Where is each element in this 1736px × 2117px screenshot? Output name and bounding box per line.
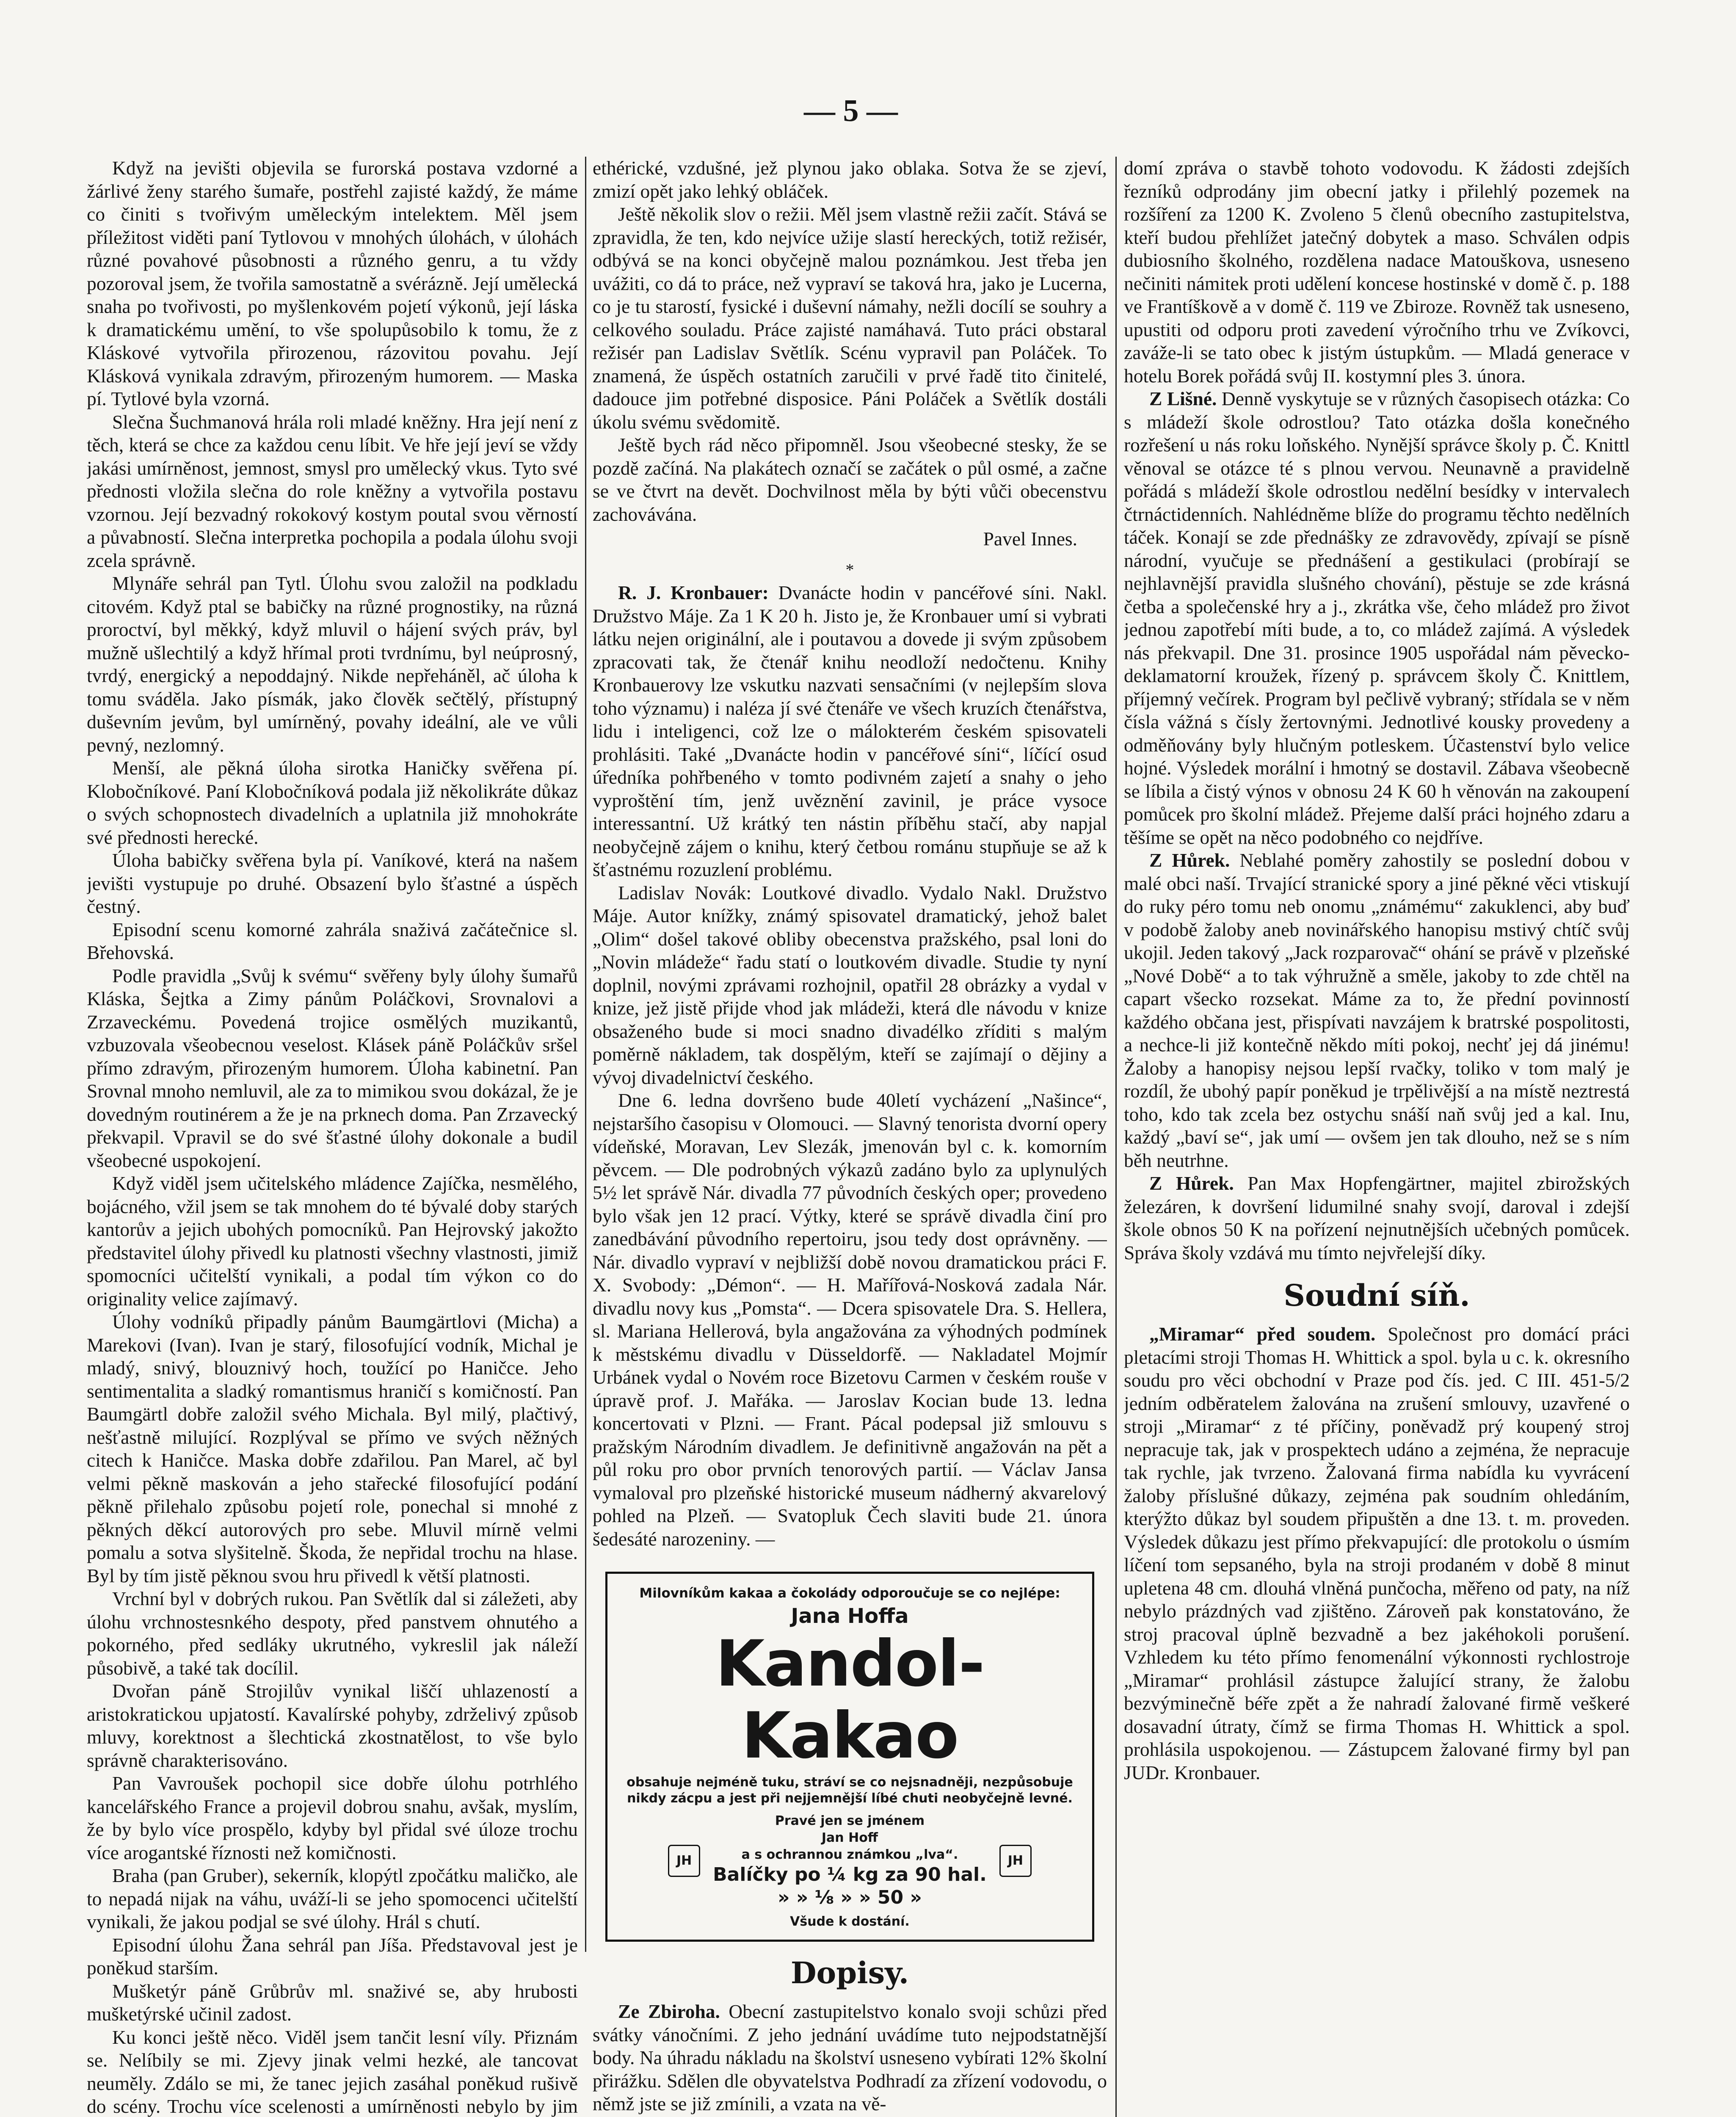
letter-paragraph: [1124, 849, 1630, 1172]
section-title-letters: Dopisy.: [790, 1955, 909, 1990]
review-text: Dvanácte hodin v pancéřové síni. Nakl. Družstvo Máje. Za 1 K 20 h. Jisto je, že Kronbauer umí si vybrati látku nejen originální, ale i poutavou a dovede ji svým způsobem zpracovati tak, že čtenář knihu neodloží nedočtenu. Knihy Kronbauerovy lze vskutku nazvati sensačními (v nejlepším slova toho významu) i naléza jí své čtenáře ve všech kruzích čtenářstva, lidu i inteligenci, což lze o málokterém českém spisovateli prohlásiti. Také „Dvanácte hodin v pancéřové síni“, líčící osud úředníka pohřbeného v tomto podivném zajetí a snahy o jeho vyproštění tím, jenž uvěznění zavinil, je práce vysoce interessantní. Už krátký ten nástin příběhu stačí, aby napjal neobyčejně zájem o knihu, který četbou románu stupňuje se až k šťastnému rozuzlení problému.: [593, 582, 1107, 880]
column-1: [87, 157, 578, 2117]
letter-paragraph: [1124, 387, 1630, 849]
separator-star: *: [845, 560, 854, 579]
ad-maker: Jana Hoffa: [791, 1604, 909, 1628]
article-paragraph: Když na jevišti objevila se furorská postava vzdorné a žárlivé ženy starého šumaře, postřehl zajisté každý, že máme co činiti s tvořivým uměleckým intelektem. Měl jsem příležitost viděti paní Tytlovou v mnohých úlohách, v úlohách různé povahové působnosti a různého genru, a tu vždy pozoroval jsem, že tvořila samostatně a svérázně. Její umělecká snaha po tvořivosti, po myšlenkovém pojetí výkonů, její láska k dramatickému umění, to vše spolupůsobilo k tomu, že z Kláskové vytvořila přirozenou, rázovitou povahu. Její Klásková vynikala zdravým, přirozeným humorem. — Maska pí. Tytlové byla vzorná.: [87, 157, 578, 409]
column-3: [1124, 157, 1630, 2117]
article-paragraph: Když viděl jsem učitelského mládence Zajíčka, nesmělého, bojácného, vžil jsem se tak mnohem do té bývalé doby starých kantorův a jejich ubohých pomocníků. Pan Hejrovský jakožto představitel úlohy přivedl ku platnosti všechny vlastnosti, jimiž spomocníci učitelští vynikali, a podal tím výkon co do originality velice zajímavý.: [87, 1172, 578, 1310]
book-review: Ladislav Novák: Loutkové divadlo. Vydalo Nakl. Družstvo Máje. Autor knížky, známý spisovatel dramatický, jehož balet „Olim“ došel takové obliby obecenstva pražského, psal loni do „Novin mládeže“ řadu statí o loutkovém divadle. Studie ty nyní doplnil, novými zprávami rozhojnil, opatřil 28 obrázky a vydal v knize, jež jistě přijde vhod jak mládeži, která dle návodu v knize obsaženého bude si moci snadno divadélko zříditi s malým poměrně nákladem, tak dospělým, kteří se zajímají o dějiny a vývoj divadelnictví českého.: [593, 882, 1107, 1088]
ad-genuine-row: [614, 1813, 1085, 1909]
ad-footer: Všude k dostání.: [790, 1914, 910, 1929]
author-signature: Pavel Innes.: [983, 528, 1077, 550]
letter-heading: Z Lišné.: [1149, 388, 1217, 409]
column-divider: [585, 157, 586, 1952]
column-divider: [1115, 157, 1117, 2117]
page-number: — 5 —: [804, 94, 898, 128]
article-paragraph: Dvořan páně Strojilův vynikal liščí uhlazeností a aristokratickou upjatostí. Kavalírské pohyby, zdrželivý způsob mluvy, korektnost a šlechtická zkostnatělost, to vše bylo správně charakterisováno.: [87, 1680, 578, 1771]
section-title-court: Soudní síň.: [1283, 1278, 1470, 1313]
article-paragraph: ethérické, vzdušné, jež plynou jako oblaka. Sotva že se zjeví, zmizí opět jako lehký obláček.: [593, 157, 1107, 202]
article-paragraph: Episodní scenu komorné zahrála snaživá začátečnice sl. Břehovská.: [87, 918, 578, 963]
article-paragraph: Episodní úlohu Žana sehrál pan Jíša. Představoval jest je poněkud starším.: [87, 1934, 578, 1979]
letter-text: Neblahé poměry zahostily se poslední dobou v malé obci naší. Trvající stranické spory a jiné pěkné věci vtiskují do ruky péro tomu neb onomu „známému“ zakuklenci, aby buď v podobě žaloby aneb novinářského hanopisu mstivý chtíč svůj ukojil. Jeden takový „Jack rozparovač“ ohání se právě v plzeňské „Nové Době“ a to tak výhružně a směle, jakoby to zde chtěl na capart všecko rozsekat. Máme za to, že přední povinností každého občana jest, přispívati navzájem k bratrské pospolitosti, a nechce-li již kontečně někdo míti pokoj, nechť jej dá jinému! Žaloby a hanopisy nejsou lepší rvačky, toliko v tom malý je rozdíl, že ubohý papír poněkud je trpělivější a na místě neztrestá toho, kdo tak zcela bez ostychu snáší naň svůj jed a kal. Inu, každý „baví se“, jak umí — ovšem jen tak dlouho, než se s ním běh neutrhne.: [1124, 849, 1630, 1171]
trademark-stamp-icon: JH: [999, 1845, 1032, 1877]
ad-price: » » ⅛ » » 50 »: [778, 1887, 922, 1908]
court-heading: „Miramar“ před soudem.: [1149, 1323, 1376, 1345]
letter-heading: Z Hůrek.: [1149, 849, 1230, 871]
ad-brand-logo: Kandol-Kakao: [715, 1627, 984, 1773]
ad-description: obsahuje nejméně tuku, stráví se co nejsnadněji, nezpůsobuje nikdy zácpu a jest při nejjemnější líbé chuti neobyčejně levné.: [627, 1775, 1073, 1806]
column-2: [593, 157, 1107, 2117]
letter-text: Pan Max Hopfengärtner, majitel zbirožských železáren, k dovršení lidumilné snahy svojí, daroval i zdejší škole obnos 50 K na pořízení nejnutnějších učebných pomůcek. Správa školy vzdává mu tímto nejvřelejší díky.: [1124, 1172, 1630, 1263]
book-review: [593, 581, 1107, 882]
article-paragraph: Slečna Šuchmanová hrála roli mladé kněžny. Hra její není z těch, která se chce za každou cenu líbit. Ve hře její jeví se vždy jakási umírněnost, jemnost, smysl pro umělecký vkus. Tyto své přednosti vložila slečna do role kněžny a vytvořila postavu vzornou. Její bezvadný rokokový kostym poutal svou věrností a půvabností. Slečna interpretka pochopila a podala úlohu svoji zcela správně.: [87, 411, 578, 571]
article-paragraph: Mušketýr páně Grůbrův ml. snaživé se, aby hrubosti mušketýrské učinil zadost.: [87, 1980, 578, 2025]
ad-genuine-text: [713, 1813, 987, 1909]
article-paragraph: Ku konci ještě něco. Viděl jsem tančit lesní víly. Přiznám se. Nelíbily se mi. Zjevy jinak velmi hezké, ale tancovat neuměly. Zdálo se mi, že tanec jejich zasáhal poněkud rušivě do scény. Trochu více scelenosti a umírněnosti nebylo by jim: [87, 2026, 578, 2117]
article-paragraph: Ještě několik slov o režii. Měl jsem vlastně režii začít. Stává se zpravidla, že ten, kdo nejvíce užije slastí hereckých, totiž režisér, odbývá se na konci obyčejně malou poznámkou. Jest třeba jen uvážiti, co dá to práce, než vypraví se taková hra, jako je Lucerna, co je tu starostí, fysické i duševní námahy, nežli docílí se souhry a celkového souladu. Práce zajisté namáhavá. Tuto práci obstaral režisér pan Ladislav Světlík. Scénu vypravil pan Poláček. To znamená, že úspěch ostatních zaručili v prvé řadě tito činitelé, dadouce jim potřebné disposice. Páni Poláček a Světlík dostáli úkolu svému svědomitě.: [593, 203, 1107, 433]
trademark-stamp-icon: JH: [668, 1845, 700, 1877]
article-paragraph: Mlynáře sehrál pan Tytl. Úlohu svou založil na podkladu citovém. Když ptal se babičky na různé prognostiky, na různá proroctví, byl měkký, když mluvil o hájení svých práv, byl mužně ušlechtilý a když hřímal proti tvrdnímu, byl neúprosný, tvrdý, energický a nepoddajný. Nikde nepřeháněl, ač úloha k tomu sváděla. Jako písmák, jako člověk sečtělý, přístupný duševním jevům, byl umírněný, povahy ideální, ale ve vůli pevný, nezlomný.: [87, 572, 578, 756]
ad-headline: Milovníkům kakaa a čokolády odporoučuje se co nejlépe:: [639, 1586, 1060, 1601]
article-paragraph: Úlohy vodníků připadly pánům Baumgärtlovi (Micha) a Marekovi (Ivan). Ivan je starý, filosofující vodník, Michal je mladý, snivý, blouznivý hoch, toužící po Haničce. Jeho sentimentalita a sladký romantismus hraničí s komičností. Pan Baumgärtl dobře založil svého Michala. Byl milý, plačtivý, nešťastně milující. Rozplýval se přímo ve svých něžných citech k Haničce. Maska dobře zdařilou. Pan Marel, ač byl velmi pěkně maskován a jeho stařecké filosofující podání pěkně přilehalo způsobu pojetí role, ponechal si mnohé z pěkných děkcí autorových pro sebe. Mluvil mírně velmi pomalu a sotva slyšitelně. Škoda, že nepřidal trochu na hlase. Byl by tím jistě pěknou svou hru přivedl k větší platnosti.: [87, 1311, 578, 1586]
court-text: Společnost pro domácí práci pletacími stroji Thomas H. Whittick a spol. byla u c. k. okresního soudu pro věci obchodní v Praze pod čís. jed. C III. 451-5/2 jedním odběratelem žalována na zrušení smlouvy, uzavřené o stroji „Miramar“ z té příčiny, poněvadž prý koupený stroj nepracuje tak, jak v prospektech udáno a zejména, že nepracuje tak rychle, jak tvrzeno. Žalovaná firma nabídla ku vyvrácení žaloby příslušné důkazy, zejména pak soudním ohledáním, kterýžto důkaz byl soudem připuštěn a dne 13. t. m. proveden. Výsledek důkazu jest přímo překvapující: dle protokolu o úsmím líčení tom sepsaného, byla na stroji prodaném v době 8 minut upletena 48 cm. dlouhá vlněná punčocha, měřeno od paty, na níž nebylo prázdných vad zjištěno. Zároveň pak konstatováno, že stroj pracoval úplně bezvadně a bez jakéhokoli porušení. Vzhledem ku této přímo fenomenální výkonnosti rychlostroje „Miramar“ prohlásil zástupce žalující strany, že žalobu bezvýminečně béře zpět a že nahradí žalované firmě veškeré dosavadní útraty, čímž se firma Thomas H. Whittick a spol. prohlásila uspokojenou. — Zástupcem žalované firmy byl pan JUDr. Kronbauer.: [1124, 1323, 1630, 1783]
article-paragraph: Úloha babičky svěřena byla pí. Vaníkové, která na našem jevišti vystupuje po druhé. Obsazení bylo šťastné a úspěch čestný.: [87, 849, 578, 917]
letter-heading: Z Hůrek.: [1149, 1172, 1234, 1194]
ad-price: Balíčky po ¼ kg za 90 hal.: [713, 1864, 987, 1885]
article-paragraph: Podle pravidla „Svůj k svému“ svěřeny byly úlohy šumařů Kláska, Šejtka a Zimy pánům Poláčkovi, Srovnalovi a Zrzaveckému. Povedená trojice osmělých muzikantů, vzbuzovala všeobecnou veselost. Klásek páně Poláčkův sršel přímo zdravým, přirozeným humorem. Úloha kabinetní. Pan Srovnal mnoho nemluvil, ale za to mimikou svou dokázal, že je dovedným routinérem a že je na prknech doma. Pan Zrzavecký překvapil. Vpravil se do své šťastné úlohy dokonale a budil všeobecné uspokojení.: [87, 965, 578, 1171]
ad-genuine-line: Jan Hoff: [821, 1830, 878, 1845]
letter-paragraph: [1124, 1172, 1630, 1264]
article-paragraph: Pan Vavroušek pochopil sice dobře úlohu potrhlého kancelářského France a projevil dobrou snahu, avšak, myslím, že by bylo více prospělo, kdyby byl přidal své úloze trochu více arogantské říznosti než komičnosti.: [87, 1772, 578, 1863]
letter-text: Obecní zastupitelstvo konalo svoji schůzi před svátky vánočními. Z jeho jednání uvádíme tuto nejpodstatnější body. Na úhradu nákladu na školství usneseno vybírati 12% školní přirážku. Sdělen dle obyvatelstva Podhradí za zřízení vodovodu, o němž jste se již zmínili, a vzata na vě-: [593, 2001, 1107, 2114]
ad-genuine-line: Pravé jen se jménem: [775, 1813, 925, 1828]
letter-paragraph: [593, 2000, 1107, 2116]
article-paragraph: Vrchní byl v dobrých rukou. Pan Světlík dal si záležeti, aby úlohu vrchnostesnkého despoty, před panstvem ohnutého a pokorného, před sedláky ukrutného, vykreslil jak náleží působivě, a také tak docílil.: [87, 1588, 578, 1679]
letter-text: Denně vyskytuje se v různých časopisech otázka: Co s mládeží škole odrostlou? Tato otázka došla konečného rozřešení u nás roku loňského. Nynější správce školy p. Č. Knittl věnoval se otázce té s plnou vervou. Neunavně a pravidelně pořádá s mládeží škole odrostlou nedělní besídky v intervalech čtrnáctidenních. Nahlédněme blíže do programu těchto nedělních táček. Konají se zde přednášky ze zdravovědy, zpívají se písně národní, vyučuje se přednášení a gestikulaci (probírají se nejhlavnější pravidla slušného chování), pěstuje se zde krásná četba a společenské hry a j., zkrátka vše, čeho mládež pro život jednou zapotřebí míti bude, a to, co mládež zajímá. A výsledek nás překvapil. Dne 31. prosince 1905 uspořádal nám pěvecko-deklamatorní kroužek, řízený p. správcem školy Č. Knittlem, příjemný večírek. Program byl pečlivě vybraný; střídala se v něm čísla vážná s čísly žertovnými. Jednotlivé kousky provedeny a odměňovány byly hlučným potleskem. Účastenství bylo velice hojné. Výsledek morální i hmotný se dostavil. Zábava všeobecně se líbila a čistý výnos v obnosu 24 K 60 h věnován na zakoupení pomůcek pro školní mládež. Přejeme další práci hojného zdaru a těšíme se opět na něco podobného co nejdříve.: [1124, 388, 1630, 848]
letter-heading: Ze Zbiroha.: [618, 2001, 720, 2022]
review-heading: R. J. Kronbauer:: [618, 582, 769, 603]
article-paragraph: Braha (pan Gruber), sekerník, klopýtl zpočátku maličko, ale to nepadá nijak na váhu, uváží-li se jeho spomocenci učitelští vynikali, že jakou podjal se své úlohy. Hrál s chutí.: [87, 1865, 578, 1932]
article-paragraph: Ještě bych rád něco připomněl. Jsou všeobecné stesky, že se pozdě začíná. Na plakátech označí se začátek o půl osmé, a začne se ve čtvrt na devět. Dochvilnost měla by býti vůči obecenstvu zachovávána.: [593, 434, 1107, 525]
ad-genuine-line: a s ochrannou známkou „lva“.: [741, 1847, 958, 1862]
letter-paragraph: domí zpráva o stavbě tohoto vodovodu. K žádosti zdejších řezníků odprodány jim obecní jatky i přilehlý pozemek na rozšíření za 1200 K. Zvoleno 5 členů obecního zastupitelstva, kteří budou přehlížet jatečný dobytek a maso. Schválen odpis dubiosního školného, rozdělena nadace Matouškova, usneseno nečiniti námitek proti udělení koncese hostinské v domě č. p. 188 ve Frantíškově a v domě č. 119 ve Zbiroze. Rovněž tak usneseno, upustiti od odporu proti zavedení výročního trhu ve Zvíkovci, zaváže-li se tato obec k jistým ústupkům. — Mladá generace v hotelu Borek pořádá svůj II. kostymní ples 3. února.: [1124, 157, 1630, 387]
culture-news: Dne 6. ledna dovršeno bude 40letí vycházení „Našince“, nejstaršího časopisu v Olomouci. — Slavný tenorista dvorní opery vídeňské, Moravan, Lev Slezák, jmenován byl c. k. komorním pěvcem. — Dle podrobných výkazů zadáno bylo za uplynulých 5½ let správě Nár. divadla 77 původních českých oper; provedeno bylo však jen 12 prací. Výtky, které se správě divadla činí pro zanedbávání původního repertoiru, jsou tedy dost oprávněny. — Nár. divadlo vypraví v nejbližší době novou dramatickou práci F. X. Svobody: „Démon“. — H. Mařířová-Nosková zadala Nár. divadlu novy kus „Pomsta“. — Dcera spisovatele Dra. S. Hellera, sl. Mariana Hellerová, byla angažována za výhodných podmínek k městskému divadlu v Düsseldorfě. — Nakladatel Mojmír Urbánek vydal o Novém roce Bizetovu Carmen v českém rouše v úpravě prof. J. Mařáka. — Jaroslav Kocian bude 13. ledna koncertovati v Plzni. — Frant. Pácal podepsal již smlouvu s pražským Národním divadlem. Je definitivně angažován na pět a půl roku pro obor prvních tenorových partií. — Václav Jansa vymaloval pro plzeňské historické museum nádherný akvarelový pohled na Plzeň. — Svatopluk Čech slaviti bude 21. února šedesáté narozeniny. —: [593, 1089, 1107, 1550]
article-paragraph: Menší, ale pěkná úloha sirotka Haničky svěřena pí. Klobočníkové. Paní Klobočníková podala již několikráte důkaz o svých schopnostech divadelních a uplatnila již mnohokráte své přednosti herecké.: [87, 757, 578, 848]
court-paragraph: [1124, 1323, 1630, 1784]
cocoa-advertisement: [605, 1572, 1094, 1942]
